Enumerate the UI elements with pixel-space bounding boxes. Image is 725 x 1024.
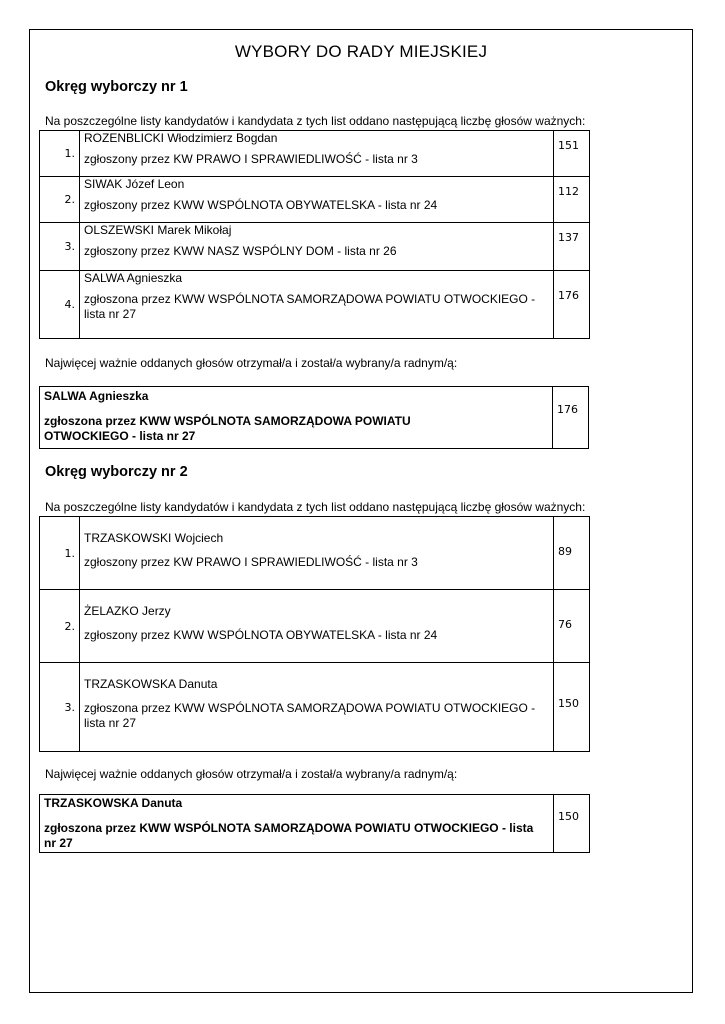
candidate-party: zgłoszony przez KWW WSPÓLNOTA OBYWATELSKA - lista nr 24 [84,198,438,212]
candidate-name: TRZASKOWSKI Wojciech [84,531,224,545]
district-1-results-table [39,130,590,339]
candidate-number: 1. [40,517,80,590]
candidate-number: 3. [40,223,80,271]
winner-votes: 150 [554,795,590,853]
candidate-number: 3. [40,663,80,752]
page-title: WYBORY DO RADY MIEJSKIEJ [234,42,488,61]
candidate-party: zgłoszony przez KW PRAWO I SPRAWIEDLIWOŚĆ - lista nr 3 [84,555,418,569]
candidate-votes: 89 [554,517,590,590]
district-1-heading: Okręg wyborczy nr 1 [45,79,188,95]
candidate-votes: 112 [554,177,590,223]
district-1-winner-table [39,386,589,449]
candidate-votes: 137 [554,223,590,271]
district-1-intro: Na poszczególne listy kandydatów i kandydata z tych list oddano następującą liczbę głosów ważnych: [45,114,586,128]
district-2-intro: Na poszczególne listy kandydatów i kandydata z tych list oddano następującą liczbę głosów ważnych: [45,500,586,514]
table-row [40,517,590,590]
candidate-cell [80,223,554,271]
candidate-name: TRZASKOWSKA Danuta [84,677,218,691]
candidate-cell [80,131,554,177]
candidate-cell [80,177,554,223]
winner-party: zgłoszona przez KWW WSPÓLNOTA SAMORZĄDOWA POWIATU OTWOCKIEGO - lista nr 27 [44,821,534,850]
candidate-number: 2. [40,590,80,663]
district-2-winner-intro: Najwięcej ważnie oddanych głosów otrzymał/a i został/a wybrany/a radnym/ą: [45,767,458,781]
winner-cell [40,387,553,449]
winner-name: TRZASKOWSKA Danuta [44,796,183,810]
candidate-cell [80,517,554,590]
winner-party: zgłoszona przez KWW WSPÓLNOTA SAMORZĄDOWA POWIATU OTWOCKIEGO - lista nr 27 [44,414,411,443]
candidate-cell [80,271,554,339]
district-1-winner-intro: Najwięcej ważnie oddanych głosów otrzymał/a i został/a wybrany/a radnym/ą: [45,356,458,370]
candidate-cell [80,663,554,752]
candidate-party: zgłoszony przez KW PRAWO I SPRAWIEDLIWOŚĆ - lista nr 3 [84,152,418,166]
candidate-votes: 150 [554,663,590,752]
candidate-votes: 76 [554,590,590,663]
winner-cell [40,795,554,853]
winner-name: SALWA Agnieszka [44,389,149,403]
candidate-party: zgłoszona przez KWW WSPÓLNOTA SAMORZĄDOWA POWIATU OTWOCKIEGO - lista nr 27 [84,701,536,730]
district-2-winner-table [39,794,590,853]
table-row [40,663,590,752]
district-2-heading: Okręg wyborczy nr 2 [45,464,188,480]
candidate-party: zgłoszony przez KWW WSPÓLNOTA OBYWATELSKA - lista nr 24 [84,628,438,642]
table-row [40,590,590,663]
candidate-name: ROZENBLICKI Włodzimierz Bogdan [84,131,278,145]
candidate-party: zgłoszona przez KWW WSPÓLNOTA SAMORZĄDOWA POWIATU OTWOCKIEGO - lista nr 27 [84,292,536,321]
table-row [40,131,590,177]
candidate-votes: 151 [554,131,590,177]
candidate-number: 4. [40,271,80,339]
candidate-number: 1. [40,131,80,177]
winner-votes: 176 [553,387,589,449]
candidate-name: OLSZEWSKI Marek Mikołaj [84,223,232,237]
candidate-cell [80,590,554,663]
table-row [40,271,590,339]
district-2-results-table [39,516,590,752]
table-row [40,223,590,271]
table-row [40,795,590,853]
candidate-name: ŻELAZKO Jerzy [84,604,171,618]
table-row [40,387,589,449]
candidate-number: 2. [40,177,80,223]
candidate-name: SIWAK Józef Leon [84,177,185,191]
candidate-votes: 176 [554,271,590,339]
candidate-name: SALWA Agnieszka [84,271,183,285]
candidate-party: zgłoszony przez KWW NASZ WSPÓLNY DOM - lista nr 26 [84,244,397,258]
table-row [40,177,590,223]
